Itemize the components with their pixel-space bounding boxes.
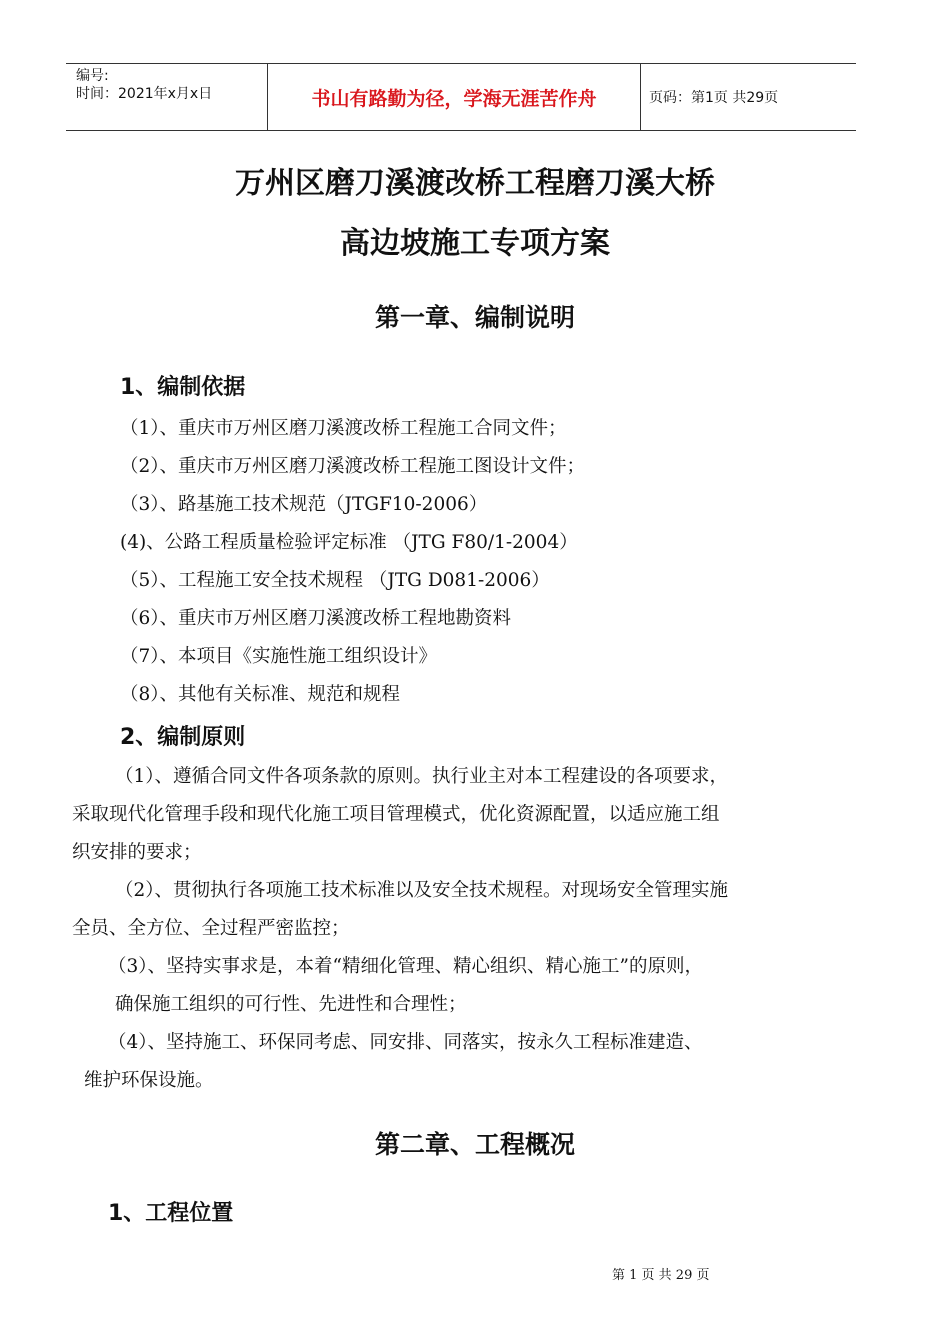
document-header: [66, 63, 856, 131]
basis-item: （8）、其他有关标准、规范和规程: [120, 684, 401, 705]
basis-item: （3）、路基施工技术规范（JTGF10-2006）: [120, 494, 488, 515]
header-motto: 书山有路勤为径，学海无涯苦作舟: [268, 64, 641, 130]
principle-line: （4）、坚持施工、环保同考虑、同安排、同落实，按永久工程标准建造、: [108, 1032, 703, 1053]
section-principle-heading: 2、编制原则: [120, 725, 246, 750]
section-basis-heading: 1、编制依据: [120, 375, 246, 400]
doc-title-line2: 高边坡施工专项方案: [340, 226, 610, 261]
basis-item: （7）、本项目《实施性施工组织设计》: [120, 646, 438, 667]
principle-line: 织安排的要求；: [72, 842, 202, 863]
chapter2-heading: 第二章、工程概况: [374, 1130, 575, 1159]
principle-line: 确保施工组织的可行性、先进性和合理性；: [115, 994, 467, 1015]
header-number: 编号:: [76, 68, 109, 84]
principle-line: 采取现代化管理手段和现代化施工项目管理模式，优化资源配置，以适应施工组: [72, 804, 720, 825]
header-time: 时间：2021年x月x日: [76, 86, 213, 102]
principle-line: （1）、遵循合同文件各项条款的原则。执行业主对本工程建设的各项要求，: [115, 766, 729, 787]
basis-item: (4)、公路工程质量检验评定标准 （JTG F80/1-2004）: [120, 532, 578, 553]
principle-line: 维护环保设施。: [84, 1070, 214, 1091]
header-page: 页码：第1页 共29页: [649, 90, 779, 106]
principle-line: 全员、全方位、全过程严密监控；: [72, 918, 350, 939]
header-meta: [66, 64, 268, 130]
basis-item: （5）、工程施工安全技术规程 （JTG D081-2006）: [120, 570, 550, 591]
section-location-heading: 1、工程位置: [108, 1201, 234, 1226]
chapter1-heading: 第一章、编制说明: [374, 303, 575, 332]
basis-item: （1）、重庆市万州区磨刀溪渡改桥工程施工合同文件；: [120, 418, 567, 439]
principle-line: （2）、贯彻执行各项施工技术标准以及安全技术规程。对现场安全管理实施: [115, 880, 729, 901]
page-footer: 第 1 页 共 29 页: [612, 1268, 710, 1283]
doc-title-line1: 万州区磨刀溪渡改桥工程磨刀溪大桥: [235, 166, 715, 201]
principle-line: （3）、坚持实事求是，本着“精细化管理、精心组织、精心施工”的原则，: [108, 956, 703, 977]
basis-item: （6）、重庆市万州区磨刀溪渡改桥工程地勘资料: [120, 608, 512, 629]
basis-item: （2）、重庆市万州区磨刀溪渡改桥工程施工图设计文件；: [120, 456, 586, 477]
